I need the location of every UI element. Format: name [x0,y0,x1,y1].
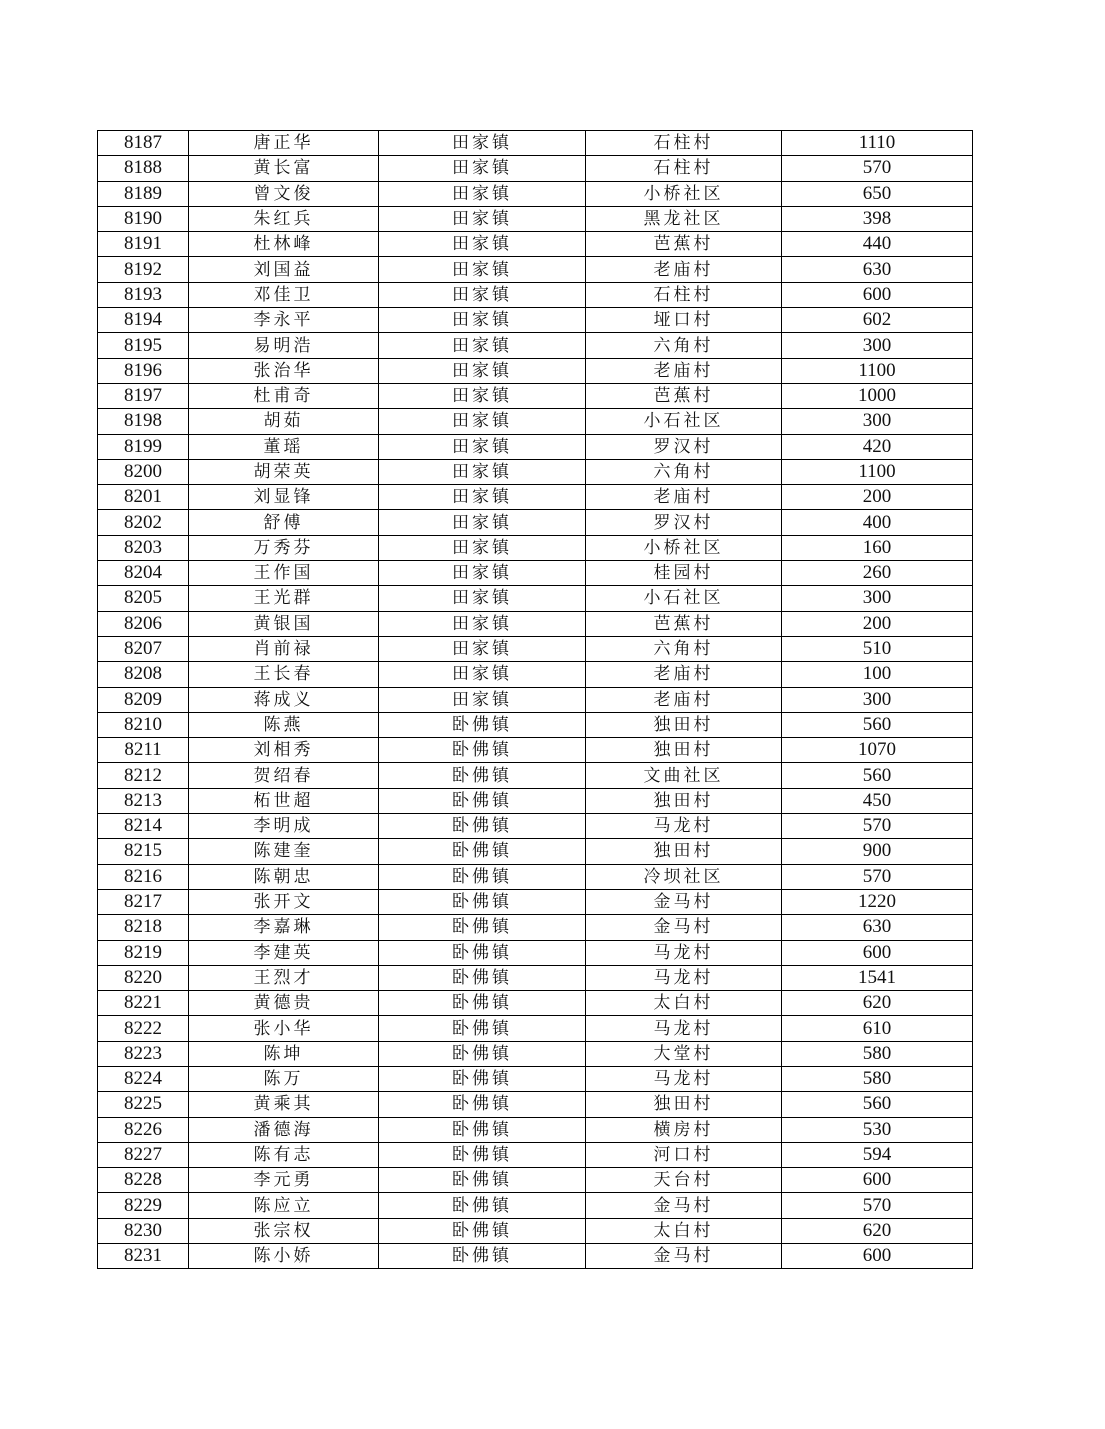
amount-cell: 570 [782,814,973,839]
table-row [98,459,973,484]
town-cell: 田家镇 [379,257,586,282]
row-number-cell: 8190 [98,206,189,231]
village-cell: 小桥社区 [586,181,782,206]
town-cell: 卧佛镇 [379,991,586,1016]
village-cell: 石柱村 [586,156,782,181]
village-cell: 老庙村 [586,662,782,687]
village-cell: 太白村 [586,991,782,1016]
row-number-cell: 8208 [98,662,189,687]
village-cell: 小桥社区 [586,535,782,560]
person-name-cell: 黄长富 [189,156,379,181]
village-cell: 六角村 [586,333,782,358]
table-row [98,1041,973,1066]
amount-cell: 1100 [782,358,973,383]
town-cell: 田家镇 [379,358,586,383]
amount-cell: 420 [782,434,973,459]
person-name-cell: 李明成 [189,814,379,839]
town-cell: 田家镇 [379,535,586,560]
row-number-cell: 8209 [98,687,189,712]
row-number-cell: 8227 [98,1142,189,1167]
town-cell: 田家镇 [379,459,586,484]
town-cell: 田家镇 [379,333,586,358]
row-number-cell: 8204 [98,561,189,586]
table-row [98,991,973,1016]
village-cell: 罗汉村 [586,510,782,535]
town-cell: 田家镇 [379,181,586,206]
person-name-cell: 万秀芬 [189,535,379,560]
town-cell: 田家镇 [379,434,586,459]
town-cell: 田家镇 [379,662,586,687]
village-cell: 金马村 [586,1193,782,1218]
table-row [98,864,973,889]
table-row [98,131,973,156]
row-number-cell: 8201 [98,485,189,510]
amount-cell: 160 [782,535,973,560]
person-name-cell: 黄银国 [189,611,379,636]
village-cell: 天台村 [586,1168,782,1193]
table-row [98,839,973,864]
table-row [98,333,973,358]
amount-cell: 560 [782,763,973,788]
town-cell: 卧佛镇 [379,940,586,965]
person-name-cell: 王作国 [189,561,379,586]
person-name-cell: 王光群 [189,586,379,611]
amount-cell: 530 [782,1117,973,1142]
row-number-cell: 8214 [98,814,189,839]
village-cell: 金马村 [586,889,782,914]
table-row [98,586,973,611]
person-name-cell: 唐正华 [189,131,379,156]
person-name-cell: 邓佳卫 [189,282,379,307]
village-cell: 垭口村 [586,308,782,333]
town-cell: 卧佛镇 [379,965,586,990]
town-cell: 卧佛镇 [379,1092,586,1117]
row-number-cell: 8194 [98,308,189,333]
row-number-cell: 8229 [98,1193,189,1218]
row-number-cell: 8193 [98,282,189,307]
row-number-cell: 8213 [98,788,189,813]
table-row [98,662,973,687]
table-row [98,561,973,586]
village-cell: 文曲社区 [586,763,782,788]
amount-cell: 600 [782,282,973,307]
row-number-cell: 8200 [98,459,189,484]
amount-cell: 440 [782,232,973,257]
person-name-cell: 刘国益 [189,257,379,282]
village-cell: 小石社区 [586,586,782,611]
amount-cell: 620 [782,1218,973,1243]
town-cell: 卧佛镇 [379,889,586,914]
row-number-cell: 8228 [98,1168,189,1193]
amount-cell: 1541 [782,965,973,990]
table-row [98,814,973,839]
town-cell: 卧佛镇 [379,738,586,763]
amount-cell: 300 [782,586,973,611]
town-cell: 卧佛镇 [379,712,586,737]
amount-cell: 510 [782,636,973,661]
amount-cell: 1000 [782,383,973,408]
town-cell: 卧佛镇 [379,763,586,788]
row-number-cell: 8216 [98,864,189,889]
table-row [98,535,973,560]
row-number-cell: 8222 [98,1016,189,1041]
table-row [98,889,973,914]
table-row [98,1016,973,1041]
amount-cell: 1110 [782,131,973,156]
town-cell: 田家镇 [379,485,586,510]
town-cell: 田家镇 [379,586,586,611]
person-name-cell: 张小华 [189,1016,379,1041]
amount-cell: 650 [782,181,973,206]
person-name-cell: 潘德海 [189,1117,379,1142]
person-name-cell: 杜甫奇 [189,383,379,408]
amount-cell: 398 [782,206,973,231]
amount-cell: 900 [782,839,973,864]
person-name-cell: 蒋成义 [189,687,379,712]
row-number-cell: 8219 [98,940,189,965]
table-row [98,763,973,788]
amount-cell: 1100 [782,459,973,484]
town-cell: 田家镇 [379,383,586,408]
table-row [98,687,973,712]
row-number-cell: 8199 [98,434,189,459]
village-cell: 罗汉村 [586,434,782,459]
town-cell: 田家镇 [379,156,586,181]
row-number-cell: 8226 [98,1117,189,1142]
person-name-cell: 李元勇 [189,1168,379,1193]
person-name-cell: 陈朝忠 [189,864,379,889]
person-name-cell: 陈万 [189,1066,379,1091]
amount-cell: 200 [782,485,973,510]
town-cell: 卧佛镇 [379,1142,586,1167]
person-name-cell: 刘相秀 [189,738,379,763]
amount-cell: 570 [782,864,973,889]
person-name-cell: 李嘉琳 [189,915,379,940]
person-name-cell: 张宗权 [189,1218,379,1243]
table-row [98,1244,973,1269]
village-cell: 芭蕉村 [586,383,782,408]
table-row [98,181,973,206]
table-row [98,1117,973,1142]
row-number-cell: 8196 [98,358,189,383]
town-cell: 卧佛镇 [379,1016,586,1041]
data-table [97,130,973,1269]
amount-cell: 200 [782,611,973,636]
person-name-cell: 陈坤 [189,1041,379,1066]
row-number-cell: 8225 [98,1092,189,1117]
amount-cell: 100 [782,662,973,687]
village-cell: 老庙村 [586,257,782,282]
row-number-cell: 8211 [98,738,189,763]
table-row [98,965,973,990]
person-name-cell: 贺绍春 [189,763,379,788]
row-number-cell: 8217 [98,889,189,914]
person-name-cell: 朱红兵 [189,206,379,231]
table-row [98,206,973,231]
town-cell: 卧佛镇 [379,814,586,839]
village-cell: 横房村 [586,1117,782,1142]
town-cell: 田家镇 [379,687,586,712]
table-row [98,308,973,333]
table-row [98,1092,973,1117]
person-name-cell: 胡荣英 [189,459,379,484]
row-number-cell: 8189 [98,181,189,206]
town-cell: 卧佛镇 [379,1041,586,1066]
amount-cell: 570 [782,1193,973,1218]
row-number-cell: 8230 [98,1218,189,1243]
town-cell: 田家镇 [379,206,586,231]
row-number-cell: 8221 [98,991,189,1016]
amount-cell: 600 [782,940,973,965]
table-row [98,1168,973,1193]
person-name-cell: 陈有志 [189,1142,379,1167]
town-cell: 田家镇 [379,636,586,661]
village-cell: 桂园村 [586,561,782,586]
table-row [98,510,973,535]
person-name-cell: 王长春 [189,662,379,687]
person-name-cell: 柘世超 [189,788,379,813]
table-row [98,434,973,459]
table-row [98,1218,973,1243]
village-cell: 独田村 [586,712,782,737]
amount-cell: 620 [782,991,973,1016]
table-row [98,738,973,763]
table-row [98,383,973,408]
village-cell: 马龙村 [586,940,782,965]
table-row [98,1066,973,1091]
town-cell: 卧佛镇 [379,915,586,940]
table-row [98,940,973,965]
amount-cell: 300 [782,687,973,712]
village-cell: 马龙村 [586,965,782,990]
village-cell: 独田村 [586,839,782,864]
person-name-cell: 李永平 [189,308,379,333]
table-row [98,485,973,510]
person-name-cell: 王烈才 [189,965,379,990]
town-cell: 卧佛镇 [379,1066,586,1091]
village-cell: 黑龙社区 [586,206,782,231]
table-row [98,1193,973,1218]
town-cell: 田家镇 [379,232,586,257]
village-cell: 老庙村 [586,485,782,510]
table-row [98,636,973,661]
person-name-cell: 陈建奎 [189,839,379,864]
person-name-cell: 易明浩 [189,333,379,358]
table-row [98,358,973,383]
amount-cell: 630 [782,915,973,940]
person-name-cell: 黄德贵 [189,991,379,1016]
amount-cell: 580 [782,1066,973,1091]
town-cell: 卧佛镇 [379,839,586,864]
person-name-cell: 舒傅 [189,510,379,535]
town-cell: 卧佛镇 [379,864,586,889]
village-cell: 马龙村 [586,1066,782,1091]
village-cell: 石柱村 [586,282,782,307]
town-cell: 田家镇 [379,282,586,307]
amount-cell: 610 [782,1016,973,1041]
village-cell: 独田村 [586,738,782,763]
village-cell: 太白村 [586,1218,782,1243]
town-cell: 卧佛镇 [379,1117,586,1142]
row-number-cell: 8203 [98,535,189,560]
town-cell: 田家镇 [379,561,586,586]
row-number-cell: 8224 [98,1066,189,1091]
row-number-cell: 8198 [98,409,189,434]
village-cell: 马龙村 [586,1016,782,1041]
village-cell: 老庙村 [586,687,782,712]
amount-cell: 580 [782,1041,973,1066]
village-cell: 独田村 [586,788,782,813]
row-number-cell: 8197 [98,383,189,408]
person-name-cell: 陈燕 [189,712,379,737]
amount-cell: 1070 [782,738,973,763]
town-cell: 田家镇 [379,510,586,535]
village-cell: 金马村 [586,915,782,940]
table-body [98,131,973,1269]
row-number-cell: 8223 [98,1041,189,1066]
amount-cell: 600 [782,1168,973,1193]
table-row [98,611,973,636]
village-cell: 石柱村 [586,131,782,156]
village-cell: 冷坝社区 [586,864,782,889]
amount-cell: 560 [782,712,973,737]
town-cell: 卧佛镇 [379,1168,586,1193]
table-row [98,232,973,257]
row-number-cell: 8188 [98,156,189,181]
person-name-cell: 陈小娇 [189,1244,379,1269]
village-cell: 独田村 [586,1092,782,1117]
amount-cell: 594 [782,1142,973,1167]
person-name-cell: 曾文俊 [189,181,379,206]
person-name-cell: 李建英 [189,940,379,965]
table-row [98,915,973,940]
town-cell: 田家镇 [379,308,586,333]
amount-cell: 300 [782,333,973,358]
table-row [98,1142,973,1167]
person-name-cell: 张开文 [189,889,379,914]
village-cell: 小石社区 [586,409,782,434]
row-number-cell: 8231 [98,1244,189,1269]
person-name-cell: 黄乘其 [189,1092,379,1117]
row-number-cell: 8192 [98,257,189,282]
village-cell: 六角村 [586,459,782,484]
row-number-cell: 8212 [98,763,189,788]
person-name-cell: 刘显锋 [189,485,379,510]
village-cell: 芭蕉村 [586,232,782,257]
amount-cell: 450 [782,788,973,813]
row-number-cell: 8195 [98,333,189,358]
row-number-cell: 8206 [98,611,189,636]
town-cell: 卧佛镇 [379,1244,586,1269]
village-cell: 金马村 [586,1244,782,1269]
table-row [98,156,973,181]
row-number-cell: 8202 [98,510,189,535]
person-name-cell: 杜林峰 [189,232,379,257]
table-row [98,788,973,813]
amount-cell: 602 [782,308,973,333]
row-number-cell: 8205 [98,586,189,611]
village-cell: 芭蕉村 [586,611,782,636]
village-cell: 河口村 [586,1142,782,1167]
village-cell: 马龙村 [586,814,782,839]
town-cell: 田家镇 [379,131,586,156]
amount-cell: 300 [782,409,973,434]
village-cell: 六角村 [586,636,782,661]
person-name-cell: 肖前禄 [189,636,379,661]
table-row [98,282,973,307]
amount-cell: 1220 [782,889,973,914]
row-number-cell: 8187 [98,131,189,156]
row-number-cell: 8207 [98,636,189,661]
amount-cell: 570 [782,156,973,181]
amount-cell: 560 [782,1092,973,1117]
row-number-cell: 8191 [98,232,189,257]
table-row [98,257,973,282]
table-row [98,712,973,737]
amount-cell: 400 [782,510,973,535]
row-number-cell: 8218 [98,915,189,940]
amount-cell: 600 [782,1244,973,1269]
town-cell: 田家镇 [379,409,586,434]
person-name-cell: 张治华 [189,358,379,383]
town-cell: 卧佛镇 [379,1193,586,1218]
row-number-cell: 8210 [98,712,189,737]
row-number-cell: 8215 [98,839,189,864]
person-name-cell: 胡茹 [189,409,379,434]
amount-cell: 260 [782,561,973,586]
row-number-cell: 8220 [98,965,189,990]
town-cell: 田家镇 [379,611,586,636]
town-cell: 卧佛镇 [379,788,586,813]
town-cell: 卧佛镇 [379,1218,586,1243]
amount-cell: 630 [782,257,973,282]
village-cell: 大堂村 [586,1041,782,1066]
person-name-cell: 董瑶 [189,434,379,459]
table-row [98,409,973,434]
person-name-cell: 陈应立 [189,1193,379,1218]
village-cell: 老庙村 [586,358,782,383]
